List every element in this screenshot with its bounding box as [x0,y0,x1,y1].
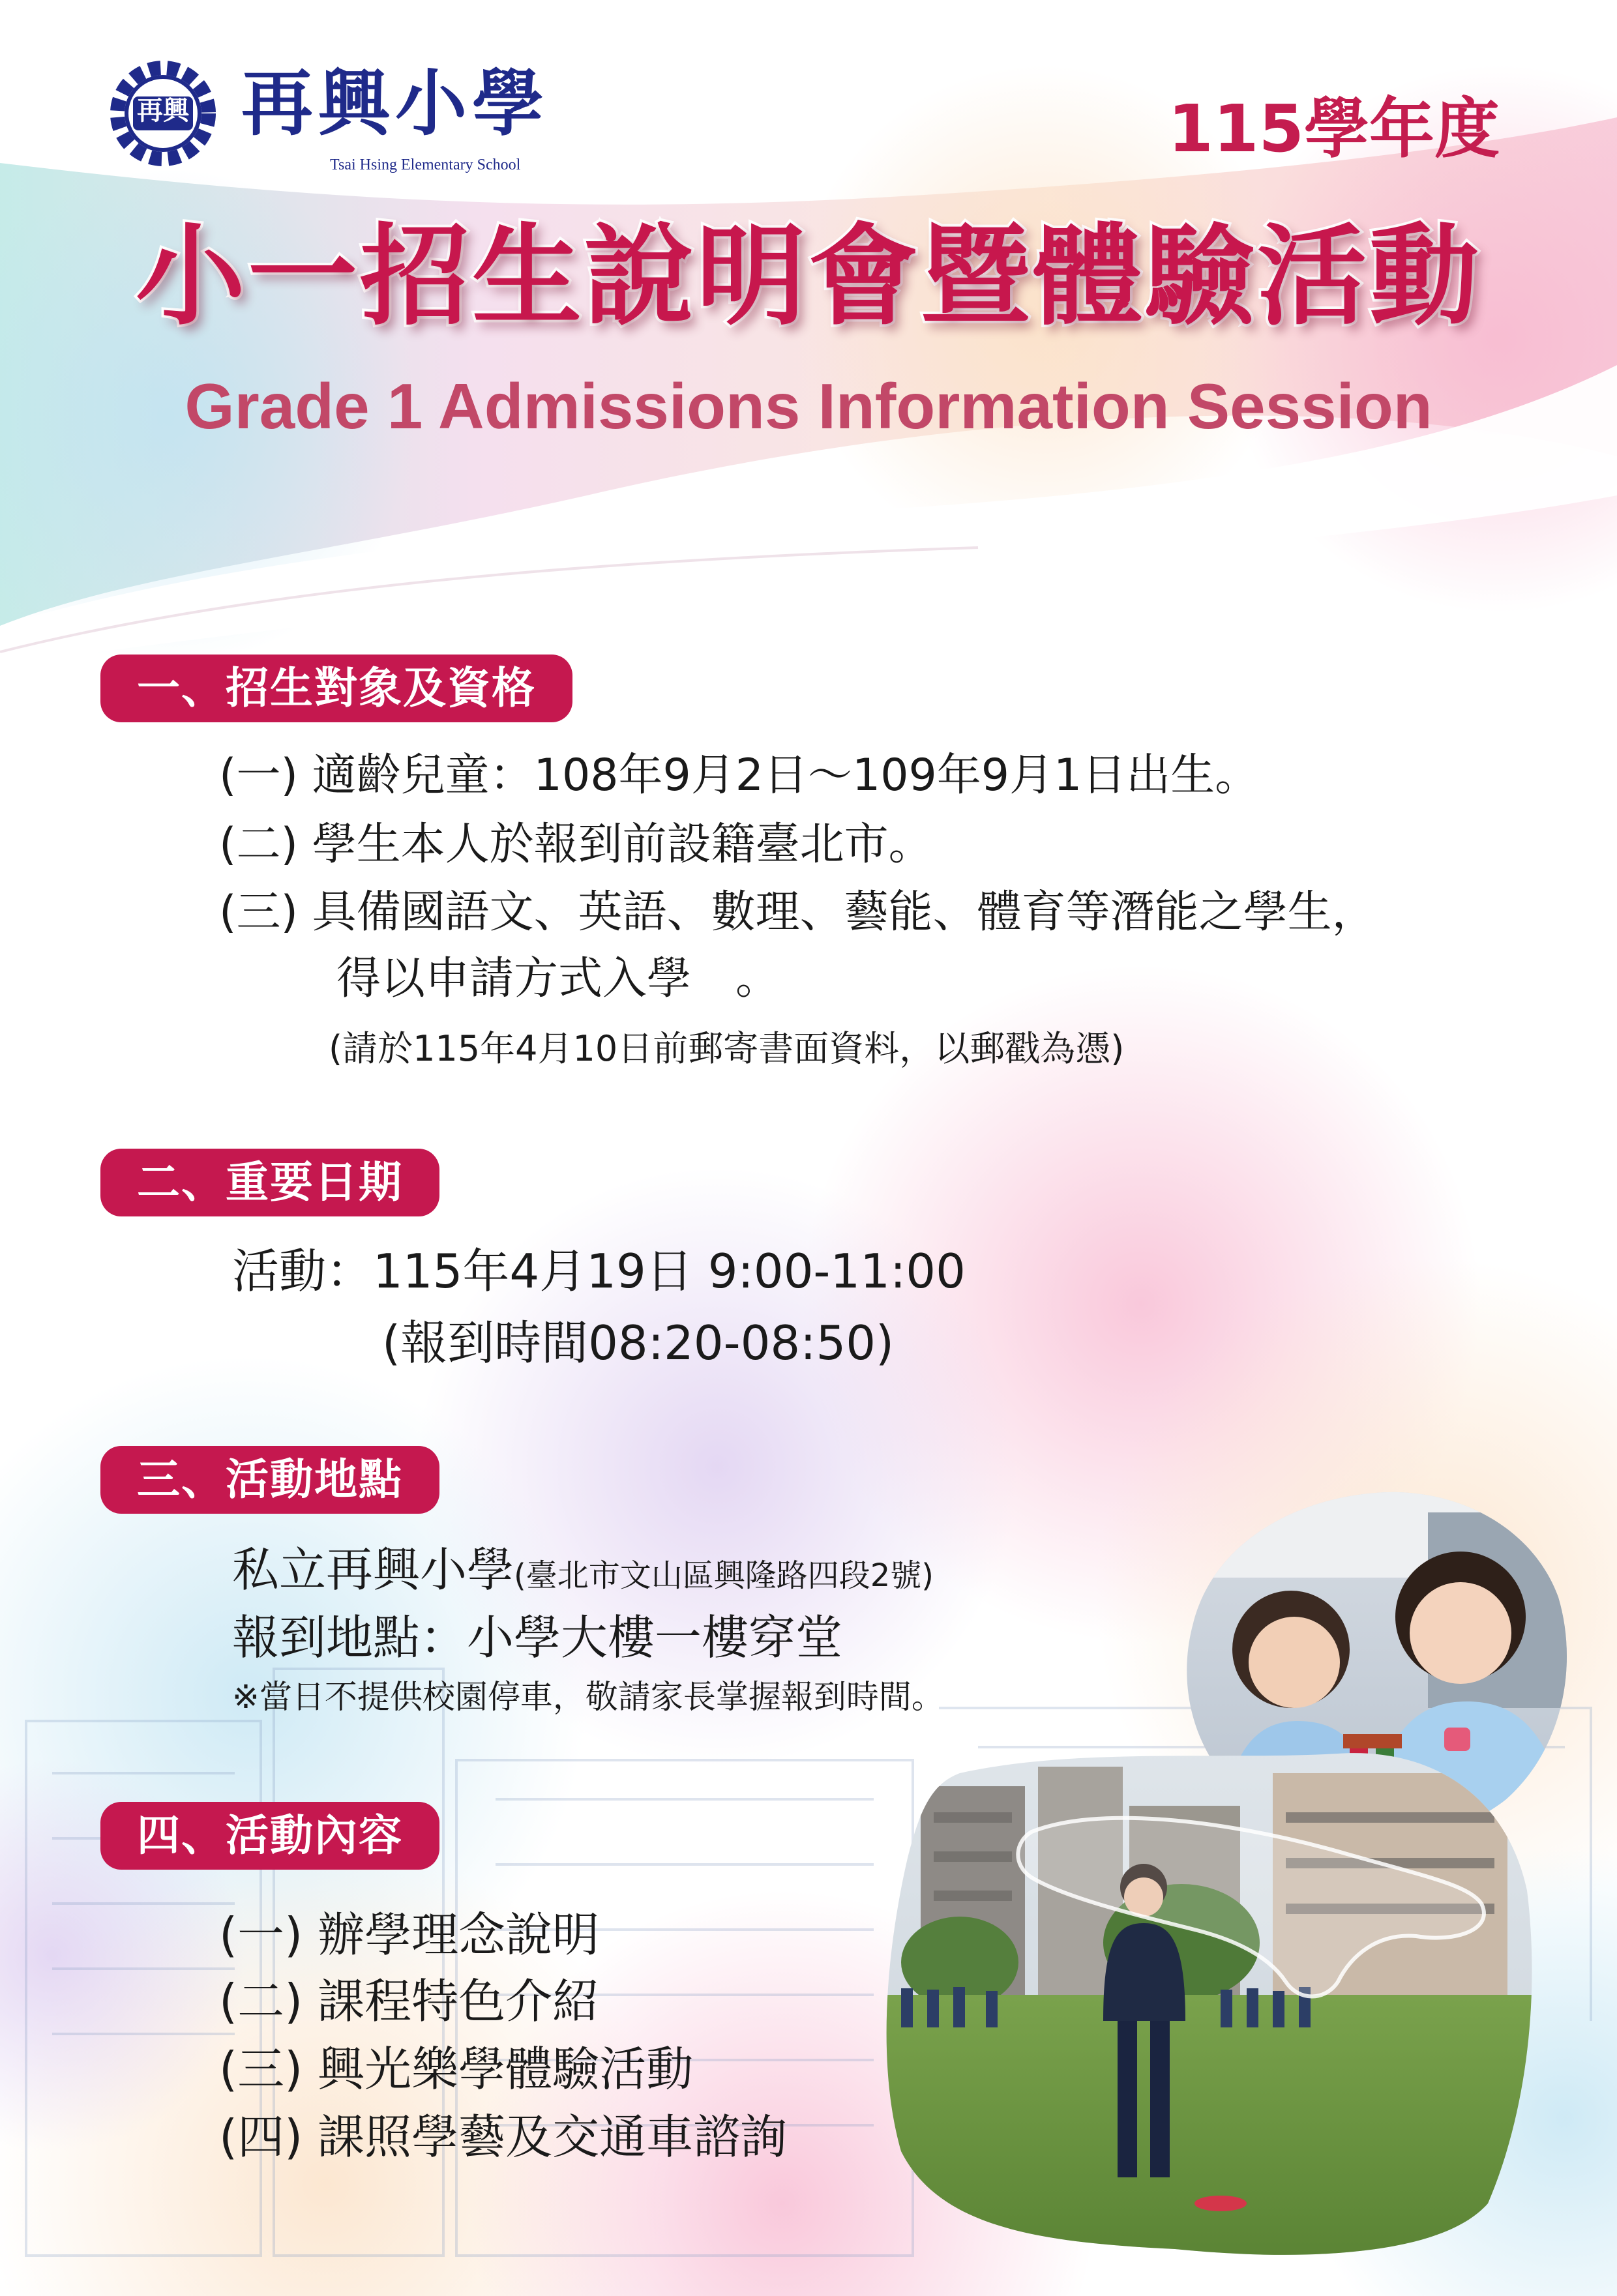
checkin-time: (報到時間08:20-08:50) [382,1316,895,1370]
eligibility-item: (一) 適齡兒童：108年9月2日～109年9月1日出生。 [219,750,1260,801]
eligibility-item: (三) 具備國語文、英語、數理、藝能、體育等潛能之學生， [219,887,1376,938]
checkin-place: 報到地點：小學大樓一樓穿堂 [232,1610,843,1665]
logo-english-name: Tsai Hsing Elementary School [330,156,521,173]
content-item: (一) 辦學理念說明 [219,1907,600,1962]
english-subtitle: Grade 1 Admissions Information Session [185,370,1432,442]
content-item: (二) 課程特色介紹 [219,1974,600,2029]
application-note: (請於115年4月10日前郵寄書面資料，以郵戳為憑) [329,1028,1125,1069]
photo-boy-with-bubble [882,1747,1534,2256]
main-title: 小一招生說明會暨體驗活動 [136,213,1481,340]
content-item: (三) 興光樂學體驗活動 [219,2042,694,2097]
section-heading-eligibility: 一、招生對象及資格 [100,655,572,722]
logo-seal-text: 再興 [137,96,189,126]
academic-year: 115學年度 [1168,91,1500,167]
logo-school-name: 再興小學 [241,61,549,145]
location-school [232,1542,934,1597]
school-address: (臺北市文山區興隆路四段2號) [514,1557,934,1594]
section-heading-location: 三、活動地點 [100,1446,439,1514]
content-item: (四) 課照學藝及交通車諮詢 [219,2110,788,2164]
school-name: 私立再興小學 [232,1542,514,1597]
activity-date-time: 活動：115年4月19日 9:00-11:00 [232,1244,966,1299]
section-heading-content: 四、活動內容 [100,1802,439,1870]
parking-note: ※當日不提供校園停車，敬請家長掌握報到時間。 [232,1678,944,1716]
eligibility-item-continued: 得以申請方式入學 。 [336,953,780,1005]
eligibility-item: (二) 學生本人於報到前設籍臺北市。 [219,819,933,870]
section-heading-dates: 二、重要日期 [100,1149,439,1216]
